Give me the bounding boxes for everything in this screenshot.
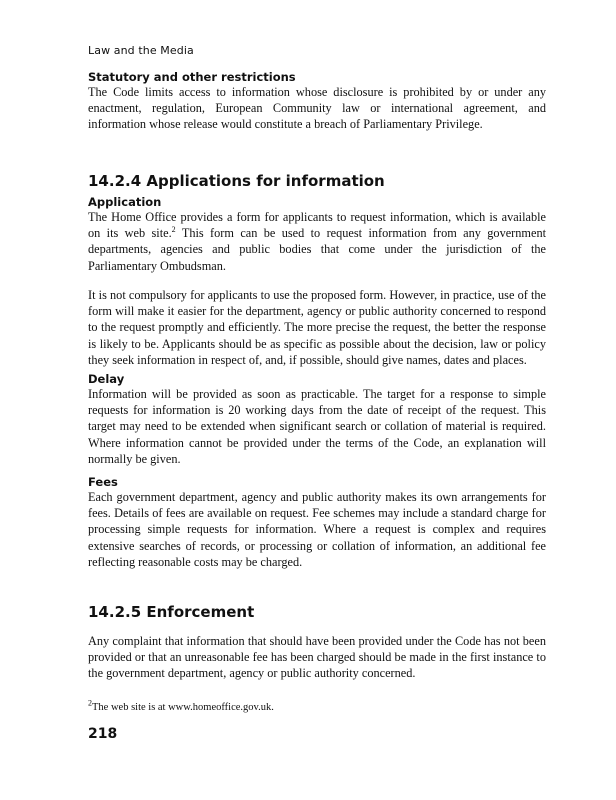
footnote xyxy=(88,698,274,713)
section-14-2-5-heading: 14.2.5 Enforcement xyxy=(88,603,255,621)
application-text-1b: This form can be used to request information from any government departments, agencies and public bodies that come under the jurisdiction of the Parliamentary Ombudsman. xyxy=(88,226,547,273)
application-heading: Application xyxy=(88,195,162,209)
statutory-paragraph: The Code limits access to information whose disclosure is prohibited by or under any enactment, regulation, European Community law or international agreement, and information whose release would constitute a breach of Parliamentary Privilege. xyxy=(88,85,546,132)
document-page xyxy=(88,0,546,800)
enforcement-paragraph: Any complaint that information that should have been provided under the Code has not been provided or that an unreasonable fee has been charged should be made in the first instance to the government department, agency or public authority concerned. xyxy=(88,634,546,681)
fees-heading: Fees xyxy=(88,475,118,489)
footnote-marker: 2 xyxy=(88,698,92,708)
footnote-text: The web site is at www.homeoffice.gov.uk. xyxy=(92,702,274,713)
application-text-1a: The Home Office provides a form for applicants to request information, which is available on its web site. xyxy=(88,210,546,241)
delay-heading: Delay xyxy=(88,372,125,386)
application-paragraph-1 xyxy=(88,209,546,274)
fees-paragraph: Each government department, agency and public authority makes its own arrangements for fees. Details of fees are available on request. Fee schemes may include a standard charge for processing simple requests for information. Where a request is complex and requires extensive searches of records, or processing or collation of information, an additional fee reflecting reasonable costs may be charged. xyxy=(88,490,546,569)
section-14-2-4-heading: 14.2.4 Applications for information xyxy=(88,172,385,190)
delay-paragraph: Information will be provided as soon as practicable. The target for a response to simple requests for information is 20 working days from the date of receipt of the request. This target may need to be extended when significant search or collation of material is required. Where information cannot be provided under the terms of the Code, an explanation will normally be given. xyxy=(88,387,546,466)
application-paragraph-2: It is not compulsory for applicants to use the proposed form. However, in practice, use of the form will make it easier for the department, agency or public authority concerned to respond to the request promptly and efficiently. The more precise the request, the better the response is likely to be. Applicants should be as specific as possible about the decision, law or policy they seek information in respect of, and, if possible, should give names, dates and places. xyxy=(88,288,546,367)
footnote-reference: 2 xyxy=(171,225,176,235)
statutory-heading: Statutory and other restrictions xyxy=(88,70,296,84)
page-number: 218 xyxy=(88,726,118,742)
running-head: Law and the Media xyxy=(88,44,194,57)
